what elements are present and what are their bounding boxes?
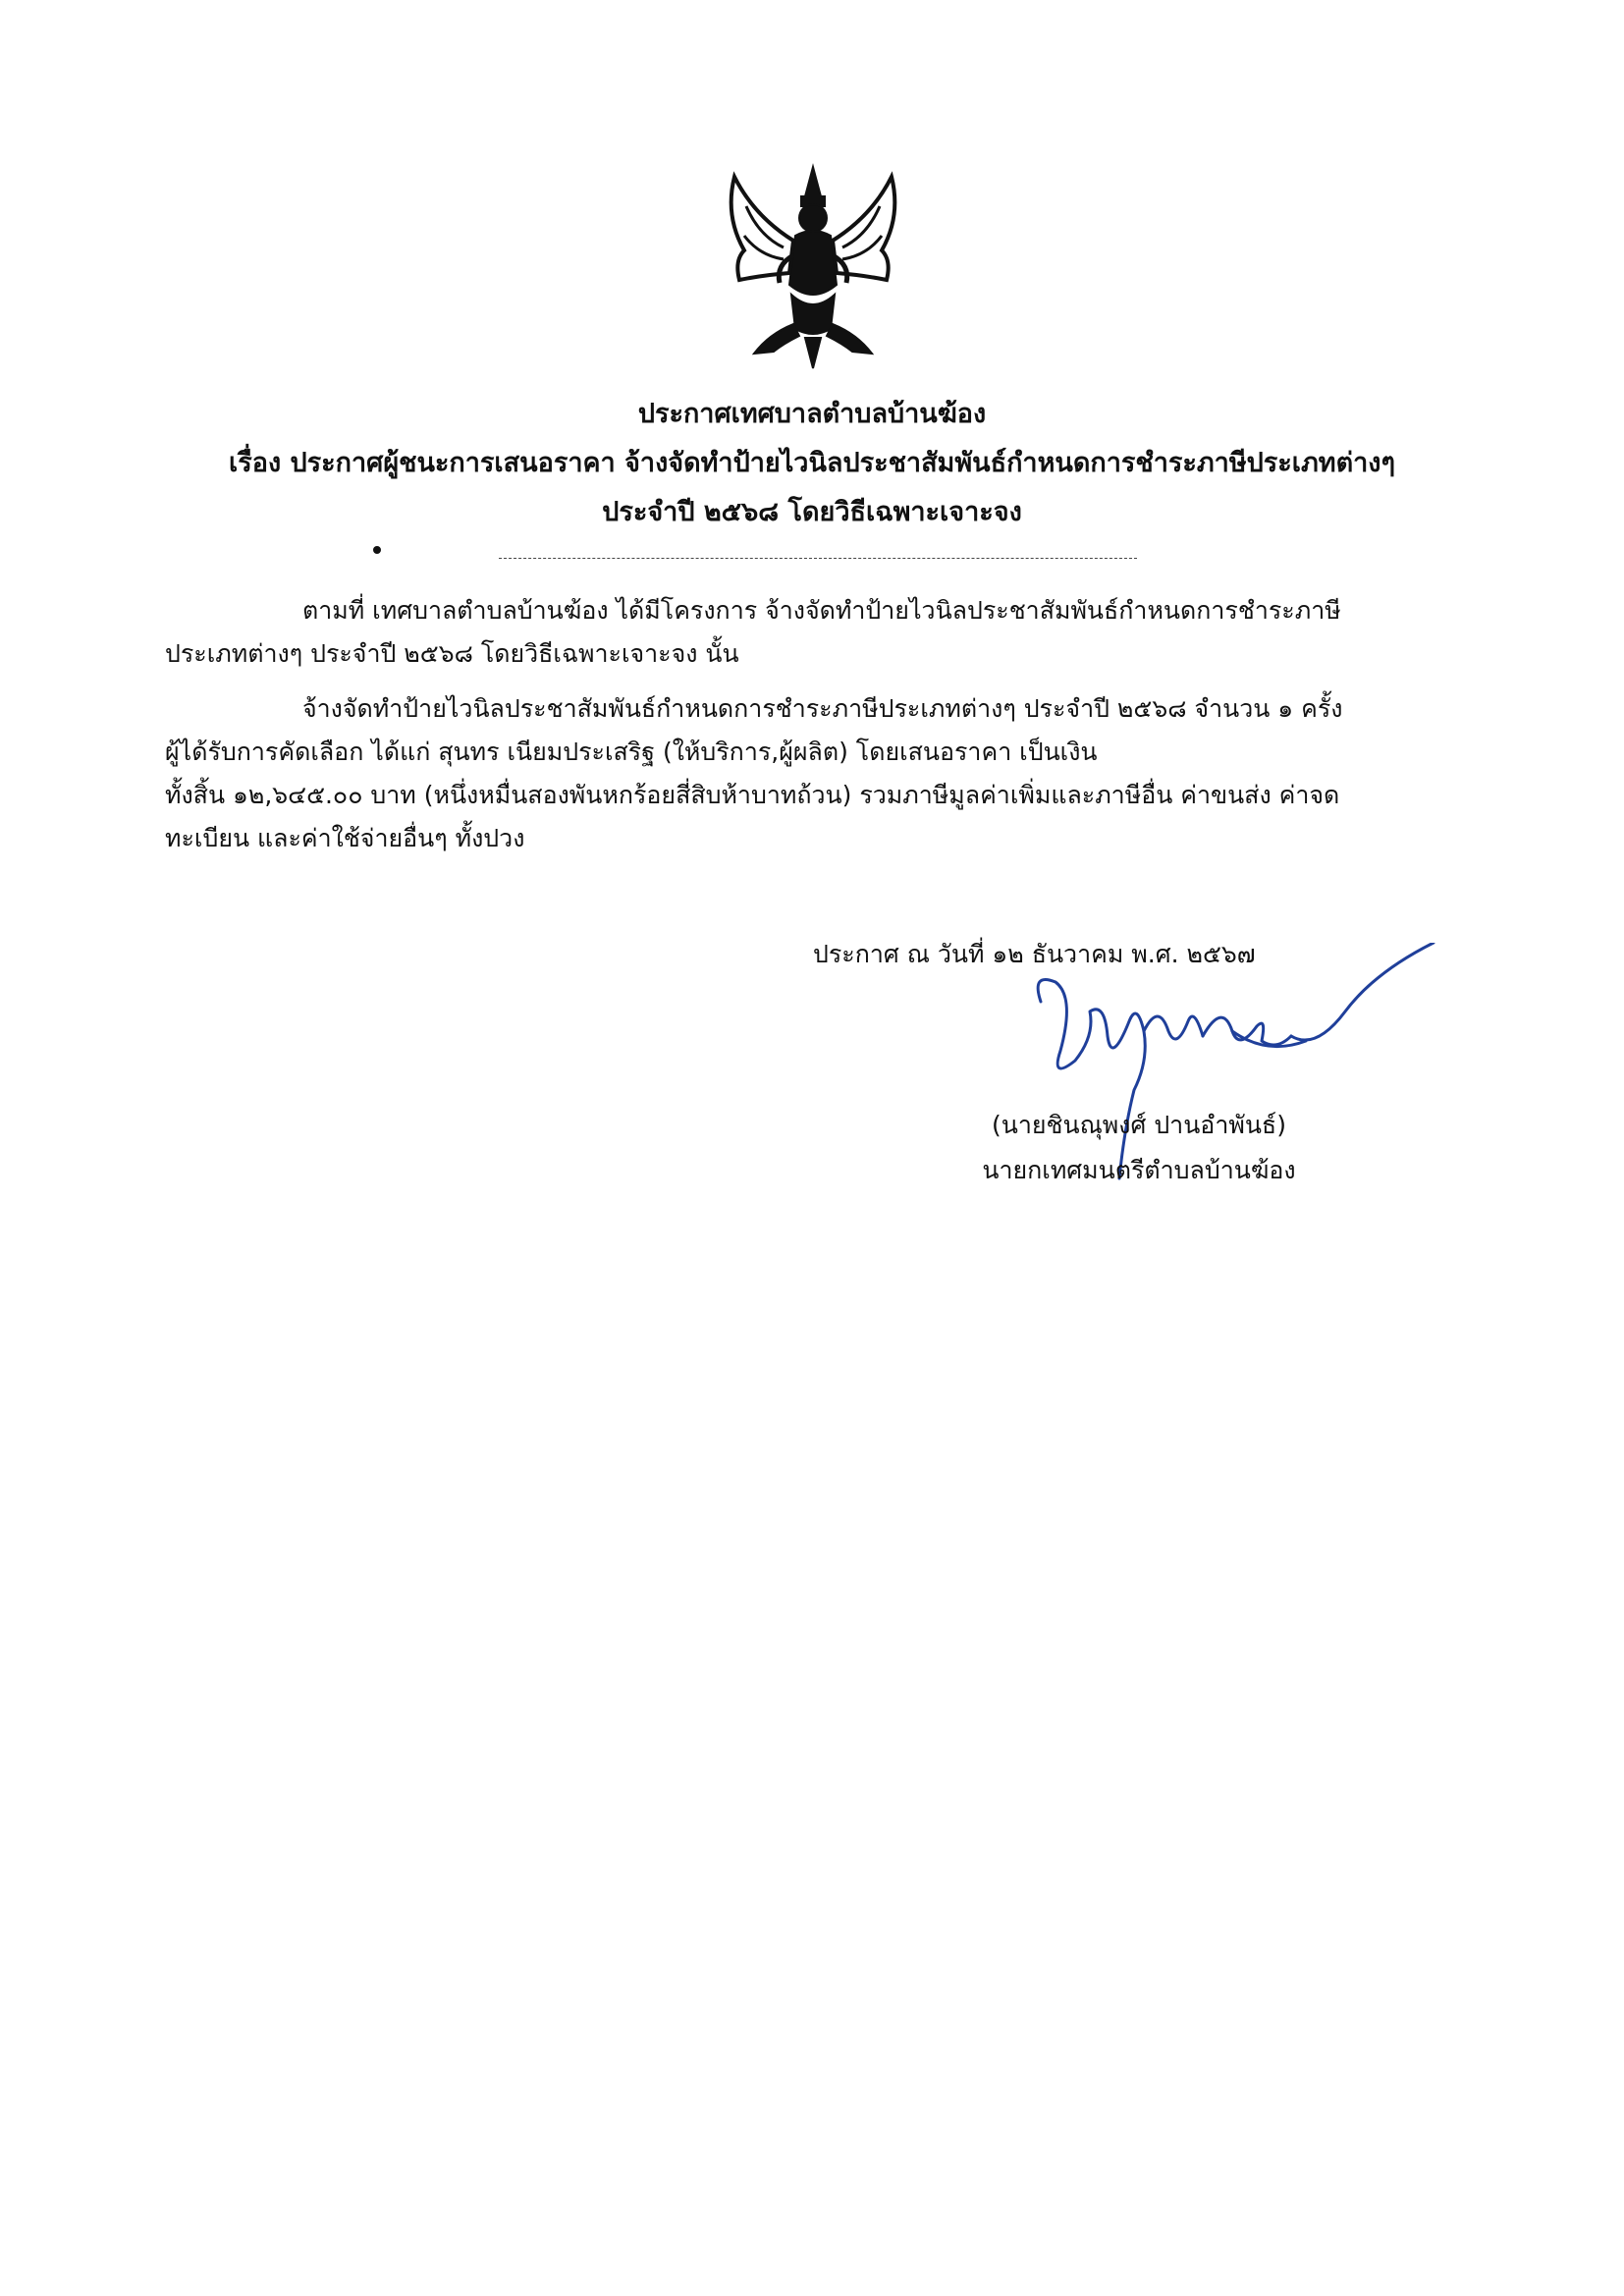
signer-name: (นายชินณุพงศ์ ปานอำพันธ์) [992,1111,1286,1139]
paragraph-line: ประเภทต่างๆ ประจำปี ๒๕๖๘ โดยวิธีเฉพาะเจาะจง นั้น [165,639,739,668]
garuda-emblem-icon [715,157,911,373]
paragraph-line: ตามที่ เทศบาลตำบลบ้านฆ้อง ได้มีโครงการ จ้างจัดทำป้ายไวนิลประชาสัมพันธ์กำหนดการชำระภาษี [302,596,1341,625]
paragraph-line: ผู้ได้รับการคัดเลือก ได้แก่ สุนทร เนียมประเสริฐ (ให้บริการ,ผู้ผลิต) โดยเสนอราคา เป็นเงิน [165,738,1098,766]
dashed-divider [499,558,1137,559]
handwritten-signature [1021,943,1453,1237]
paragraph-line: ทะเบียน และค่าใช้จ่ายอื่นๆ ทั้งปวง [165,824,525,852]
announcement-date: ประกาศ ณ วันที่ ๑๒ ธันวาคม พ.ศ. ๒๕๖๗ [813,940,1256,968]
signer-position: นายกเทศมนตรีตำบลบ้านฆ้อง [982,1156,1296,1184]
announcement-subject-line2: ประจำปี ๒๕๖๘ โดยวิธีเฉพาะเจาะจง [602,497,1022,527]
announcement-title: ประกาศเทศบาลตำบลบ้านฆ้อง [637,399,987,429]
paragraph-line: ทั้งสิ้น ๑๒,๖๔๕.๐๐ บาท (หนึ่งหมื่นสองพันหกร้อยสี่สิบห้าบาทถ้วน) รวมภาษีมูลค่าเพิ่มและภาษีอื่น ค่าขนส่ง ค่าจด [165,781,1340,809]
announcement-subject: เรื่อง ประกาศผู้ชนะการเสนอราคา จ้างจัดทำป้ายไวนิลประชาสัมพันธ์กำหนดการชำระภาษีประเภทต่างๆ [229,448,1395,478]
stray-mark [373,546,381,554]
paragraph-winner [165,687,1467,860]
paragraph-line: จ้างจัดทำป้ายไวนิลประชาสัมพันธ์กำหนดการชำระภาษีประเภทต่างๆ ประจำปี ๒๕๖๘ จำนวน ๑ ครั้ง [302,694,1343,723]
paragraph-project [165,589,1467,676]
